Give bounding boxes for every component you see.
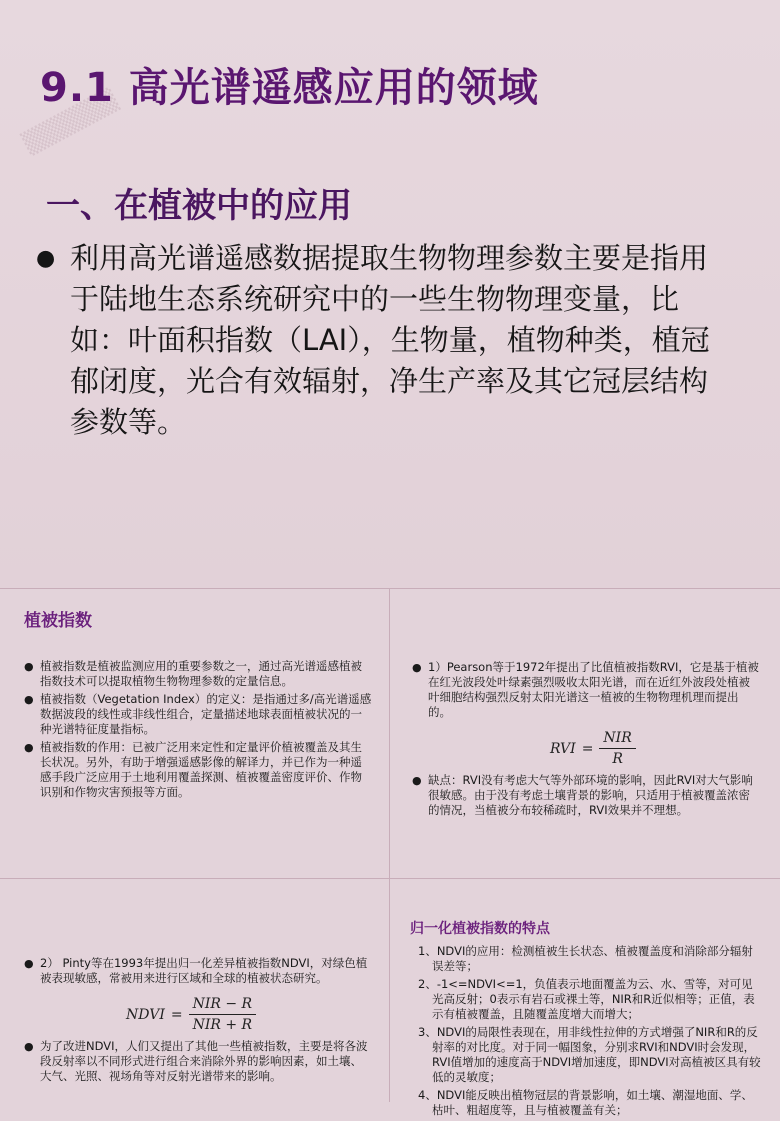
panel-ndvi-features [410,918,762,1121]
list-item: ● 缺点：RVI没有考虑大气等外部环境的影响，因此RVI对大气影响很敏感。由于没有考虑土壤背景的影响，只适用于植被覆盖浓密的情况，当植被分布较稀疏时，RVI效果并不理想。 [412,773,753,817]
bullet-list [24,659,372,800]
list-item: 1、NDVI的应用：检测植被生长状态、植被覆盖度和消除部分辐射误差等； [418,944,753,973]
page-title: 9.1 高光谱遥感应用的领域 [40,65,539,111]
bullet-icon: ● [412,774,422,787]
divider [389,588,390,1102]
list-item: ● 植被指数的作用：已被广泛用来定性和定量评价植被覆盖及其生长状况。另外，有助于增强遥感影像的解译力，并已作为一种遥感手段广泛应用于土地利用覆盖探测、植被覆盖密度评价、作物识别和作物灾害预报等方面。 [24,740,362,799]
list-item: ● 植被指数是植被监测应用的重要参数之一，通过高光谱遥感植被指数技术可以提取植物生物物理参数的定量信息。 [24,659,362,688]
section-heading: 一、在植被中的应用 [46,186,352,226]
main-bullet [36,238,736,443]
ndvi-formula: NDVI = $\frac{\text{NIR − R}}{\text{NIR + R}}$ [126,996,372,1033]
bullet-list [24,956,372,986]
watermark: ▒▒▒▒▒▒ [20,87,122,158]
list-item: 3、NDVI的局限性表现在，用非线性拉伸的方式增强了NIR和R的反射率的对比度。对于同一幅图象，分别求RVI和NDVI时会发现，RVI值增加的速度高于NDVI增加速度，即NDVI对高植被区具有较低的灵敏度； [418,1025,761,1084]
bullet-icon: ● [24,660,34,673]
list-item: ● 1）Pearson等于1972年提出了比值植被指数RVI，它是基于植被在红光波段处叶绿素强烈吸收太阳光谱，而在近红外波段处植被叶细胞结构强烈反射太阳光谱这一植被的生物物理机理而提出的。 [412,660,759,719]
list-item: ● 植被指数（Vegetation Index）的定义：是指通过多/高光谱遥感数据波段的线性或非线性组合，定量描述地球表面植被状况的一种光谱特征度量指标。 [24,692,372,736]
panel-vegetation-index [24,606,372,803]
list-item: 2、-1<=NDVI<=1，负值表示地面覆盖为云、水、雪等，对可见光高反射；0表示有岩石或裸土等，NIR和R近似相等；正值，表示有植被覆盖，且随覆盖度增大而增大； [418,977,755,1021]
bullet-icon: ● [24,693,34,706]
numbered-list [410,944,762,1118]
main-bullet-text: 利用高光谱遥感数据提取生物物理参数主要是指用于陆地生态系统研究中的一些生物物理变量，比如：叶面积指数（LAI），生物量，植物种类，植冠郁闭度，光合有效辐射，净生产率及其它冠层结构参数等。 [70,241,710,439]
list-item: ● 为了改进NDVI，人们又提出了其他一些植被指数，主要是将各波段反射率以不同形式进行组合来消除外界的影响因素，如土壤、大气、光照、视场角等对反射光谱带来的影响。 [24,1039,368,1083]
bullet-icon: ● [24,957,34,970]
panel-ndvi [24,956,372,1087]
panel-title: 归一化植被指数的特点 [410,921,550,937]
bullet-list [412,660,760,720]
divider [0,878,780,879]
rvi-formula: RVI = $\frac{\text{NIR}}{R}$ [550,730,760,767]
bullet-icon: ● [24,741,34,754]
bullet-list [24,1039,372,1084]
panel-title: 植被指数 [24,611,92,631]
list-item: 4、NDVI能反映出植物冠层的背景影响，如土壤、潮湿地面、学、枯叶、粗超度等，且与植被覆盖有关； [418,1088,753,1117]
bullet-list [412,773,760,818]
list-item: ● 2） Pinty等在1993年提出归一化差异植被指数NDVI，对绿色植被表现敏感，常被用来进行区域和全球的植被状态研究。 [24,956,368,985]
bullet-icon: ● [24,1040,34,1053]
bullet-icon: ● [36,246,56,271]
divider [0,588,780,589]
bullet-icon: ● [412,661,422,674]
panel-rvi [412,660,760,821]
